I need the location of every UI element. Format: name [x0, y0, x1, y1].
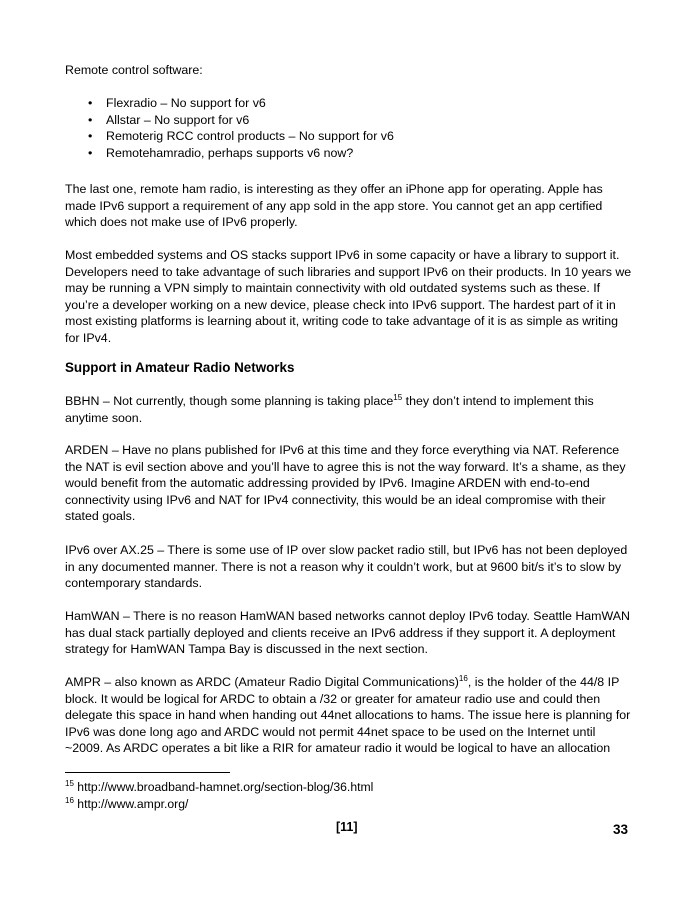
paragraph-embedded-systems: Most embedded systems and OS stacks support IPv6 in some capacity or have a library to support it. Developers need to take advantage of such libraries and support IPv6 on their products. In 10 years we may be running a VPN simply to maintain connectivity with old outdated systems such as these. If you’re a developer working on a new device, please check into IPv6 support. The hardest part of it in most existing platforms is learning about it, writing code to take advantage of it is as simple as writing for IPv4. [65, 248, 632, 345]
footnote-15: $^{15}$ http://www.broadband-hamnet.org/section-blog/36.html [65, 779, 374, 794]
footnote-link[interactable]: http://www.broadband-hamnet.org/section-blog/36.html [73, 780, 374, 794]
footnote-ref: 16 [458, 674, 468, 683]
section-heading: Support in Amateur Radio Networks [65, 360, 295, 375]
bullet-icon: • [88, 96, 93, 110]
page-number: 33 [613, 822, 629, 837]
software-list [65, 95, 394, 161]
footnote-divider [65, 772, 230, 773]
paragraph-bbhn: BBHN – Not currently, though some planning is taking place$^{15}$ they don’t intend to implement this anytime soon. [65, 393, 594, 425]
bullet-icon: • [88, 129, 93, 143]
paragraph-remote-ham-radio: The last one, remote ham radio, is interesting as they offer an iPhone app for operating. Apple has made IPv6 support a requirement of any app sold in the app store. You cannot get an app certified which does not make use of IPv6 properly. [65, 182, 603, 229]
list-item: • Allstar – No support for v6 [88, 112, 250, 127]
footnote-ref: 15 [393, 393, 403, 402]
intro-text: Remote control software: [65, 63, 203, 77]
page-label: [11] [336, 820, 358, 834]
paragraph-arden: ARDEN – Have no plans published for IPv6 at this time and they force everything via NAT. Reference the NAT is evil section above and you’ll have to agree this is not the way forward. It’s a shame, as they would benefit from the automatic addressing provided by IPv6. Imagine ARDEN with end-to-end connectivity using IPv6 and NAT for IPv4 connectivity, this would be an ideal compromise with their stated goals. [65, 443, 626, 523]
list-item: • Remoterig RCC control products – No support for v6 [88, 129, 394, 143]
paragraph-ampr: AMPR – also known as ARDC (Amateur Radio Digital Communications)$^{16}$, is the holder of the 44/8 IP block. It would be logical for ARDC to obtain a /32 or greater for amateur radio use and could then delegate this space in hand when handing out 44net allocations to hams. The issue here is planning for IPv6 was done long ago and ARDC would not permit 44net space to be used on the Internet until ~2009. As ARDC operates a bit like a RIR for amateur radio it would be logical to have an allocation [65, 674, 631, 755]
footnote-16: $^{16}$ http://www.ampr.org/ [65, 796, 189, 811]
list-item: • Remotehamradio, perhaps supports v6 now? [88, 145, 354, 160]
paragraph-hamwan: HamWAN – There is no reason HamWAN based networks cannot deploy IPv6 today. Seattle HamWAN has dual stack partially deployed and clients receive an IPv6 address if they support it. A deployment strategy for HamWAN Tampa Bay is discussed in the next section. [65, 609, 630, 656]
footnote-link[interactable]: http://www.ampr.org/ [73, 797, 189, 811]
bullet-icon: • [88, 112, 93, 127]
bullet-icon: • [88, 145, 93, 160]
list-item: • Flexradio – No support for v6 [88, 96, 266, 110]
paragraph-ax25: IPv6 over AX.25 – There is some use of IP over slow packet radio still, but IPv6 has not been deployed in any documented manner. There is not a reason why it couldn’t work, but at 9600 bit/s it’s to slow by contemporary standards. [65, 543, 628, 590]
